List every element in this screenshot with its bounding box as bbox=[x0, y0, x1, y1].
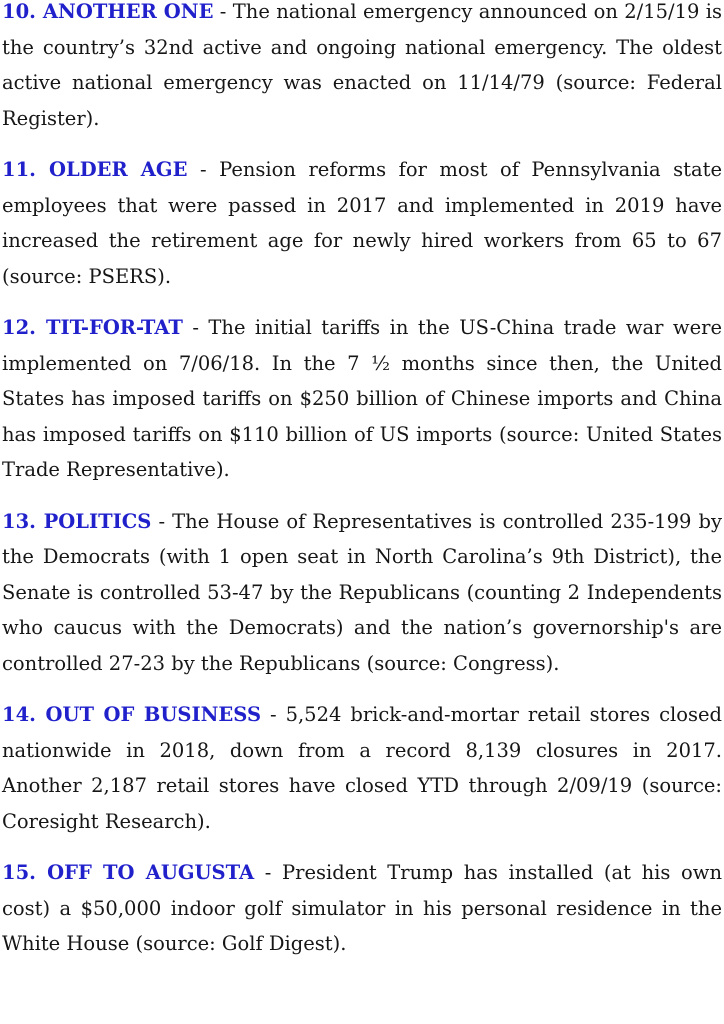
item-separator: - bbox=[192, 316, 199, 339]
item-heading: POLITICS bbox=[43, 509, 152, 533]
news-item-14 bbox=[2, 697, 722, 839]
item-heading: OLDER AGE bbox=[49, 158, 188, 181]
item-number: 14. bbox=[2, 703, 36, 726]
item-heading-group bbox=[2, 158, 187, 181]
news-item-12 bbox=[2, 310, 722, 488]
item-separator: - bbox=[199, 158, 207, 181]
item-heading-group bbox=[2, 510, 151, 533]
item-body: 5,524 brick-and-mortar retail stores closed nationwide in 2018, down from a record 8,139 closures in 2017. Another 2,187 retail stores have closed YTD through 2/09/19 (source: Coresight Research). bbox=[2, 703, 723, 833]
item-heading: OUT OF BUSINESS bbox=[45, 703, 262, 726]
item-separator: - bbox=[219, 0, 227, 23]
news-item-10 bbox=[2, 0, 722, 136]
item-number: 11. bbox=[2, 158, 36, 181]
item-separator: - bbox=[270, 703, 277, 726]
item-number: 15. bbox=[2, 861, 36, 884]
news-item-13 bbox=[2, 504, 722, 682]
item-heading-group bbox=[2, 861, 254, 884]
item-heading: OFF TO AUGUSTA bbox=[47, 861, 255, 884]
item-heading: TIT-FOR-TAT bbox=[45, 316, 183, 339]
item-number: 10. bbox=[2, 0, 36, 23]
item-separator: - bbox=[158, 509, 166, 533]
item-body: The national emergency announced on 2/15/19 is the country’s 32nd active and ongoing national emergency. The oldest active national emergency was enacted on 11/14/79 (source: Federal Register). bbox=[2, 0, 723, 130]
item-number: 13. bbox=[2, 509, 36, 533]
item-body: Pension reforms for most of Pennsylvania state employees that were passed in 2017 and implemented in 2019 have increased the retirement age for newly hired workers from 65 to 67 (source: PSERS). bbox=[2, 158, 722, 288]
item-separator: - bbox=[264, 861, 272, 884]
item-number: 12. bbox=[2, 316, 36, 339]
item-heading-group bbox=[2, 316, 183, 339]
item-body: The initial tariffs in the US-China trade war were implemented on 7/06/18. In the 7 ½ months since then, the United States has imposed tariffs on $250 billion of Chinese imports and China has imposed tariffs on $110 billion of US imports (source: United States Trade Representative). bbox=[2, 316, 723, 481]
news-item-11 bbox=[2, 152, 722, 294]
item-heading-group bbox=[2, 703, 261, 726]
item-heading-group bbox=[2, 0, 213, 23]
item-body: The House of Representatives is controlled 235-199 by the Democrats (with 1 open seat in North Carolina’s 9th District), the Senate is controlled 53-47 by the Republicans (counting 2 Independents who caucus with the Democrats) and the nation’s governorship's are controlled 27-23 by the Republicans (source: Congress). bbox=[2, 509, 722, 675]
news-item-15 bbox=[2, 855, 722, 962]
item-heading: ANOTHER ONE bbox=[42, 0, 214, 23]
item-body: President Trump has installed (at his own cost) a $50,000 indoor golf simulator in his personal residence in the White House (source: Golf Digest). bbox=[2, 861, 723, 955]
